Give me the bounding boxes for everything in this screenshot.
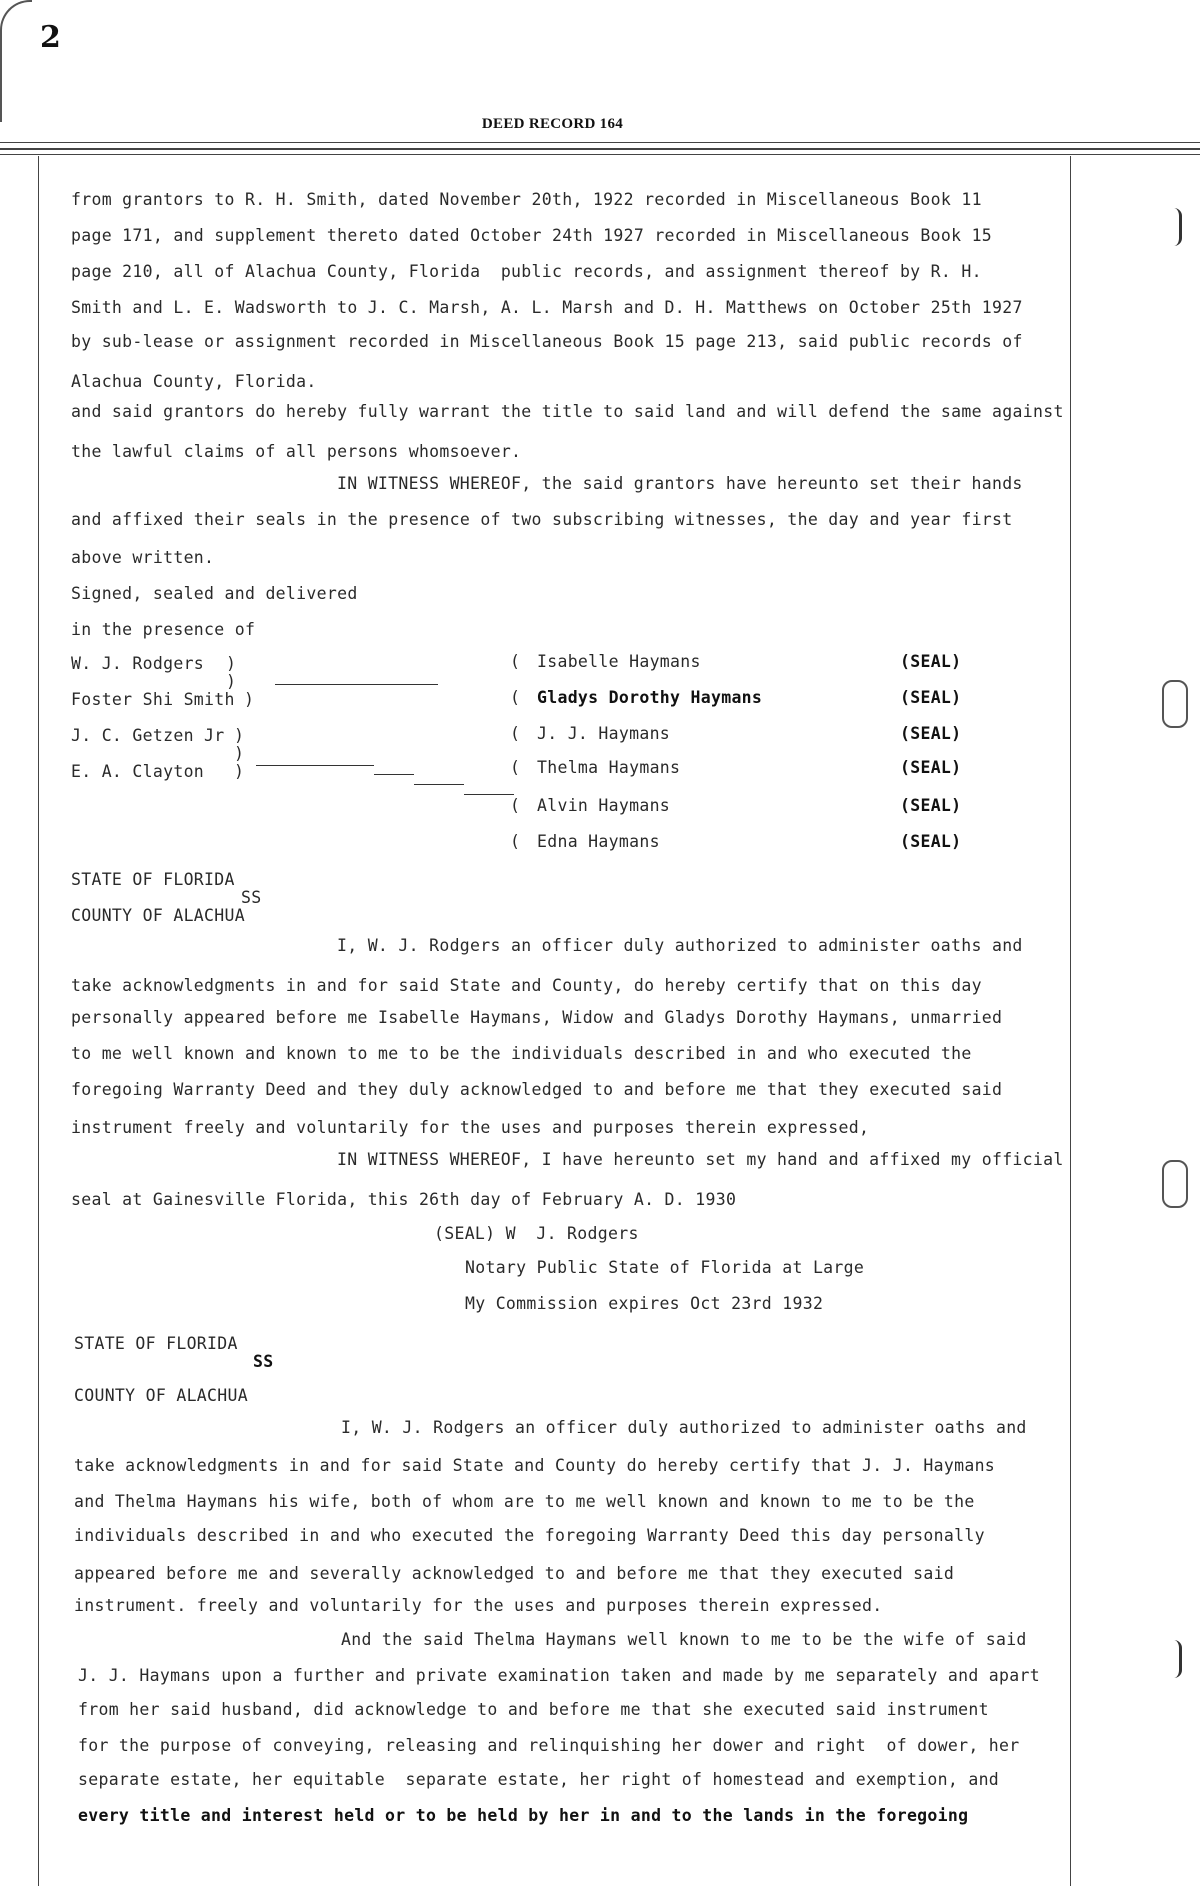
seal-label: (SEAL) [900,796,962,815]
body-line: page 171, and supplement thereto dated October 24th 1927 recorded in Miscellaneous Book 15 [71,226,993,245]
venue-state: STATE OF FLORIDA [74,1334,238,1353]
body-line: take acknowledgments in and for said State and County, do hereby certify that on this day [71,976,982,995]
bracket: ( [510,652,520,671]
header-rule-middle [0,148,1200,150]
body-line: IN WITNESS WHEREOF, the said grantors have hereunto set their hands [337,474,1023,493]
body-line: seal at Gainesville Florida, this 26th day of February A. D. 1930 [71,1190,737,1209]
signature-rule [374,774,414,775]
venue-county: COUNTY OF ALACHUA [74,1386,248,1405]
signed-line: Signed, sealed and delivered [71,584,358,603]
witness-name: J. C. Getzen Jr [71,726,225,745]
left-margin-line [38,156,39,1886]
signature-rule [464,794,514,795]
seal-label: (SEAL) [900,688,962,707]
venue-state: STATE OF FLORIDA [71,870,235,889]
page-title: DEED RECORD 164 [481,116,624,132]
body-line: Smith and L. E. Wadsworth to J. C. Marsh, A. L. Marsh and D. H. Matthews on October 25th 1927 [71,298,1023,317]
header-rule-bottom [0,154,1200,155]
signature-rule [275,684,438,685]
body-line: separate estate, her equitable separate estate, her right of homestead and exemption, and [78,1770,1000,1789]
body-line: And the said Thelma Haymans well known to me to be the wife of said [341,1630,1027,1649]
seal-label: (SEAL) [900,758,962,777]
binder-ring-icon [1169,208,1182,246]
grantor-name: Thelma Haymans [537,758,681,777]
bracket: ( [510,796,520,815]
signature-rule [256,765,374,766]
seal-label: (SEAL) [900,652,962,671]
witness-name: Foster Shi Smith [71,690,235,709]
body-line: and Thelma Haymans his wife, both of whom are to me well known and known to me to be the [74,1492,975,1511]
body-line: IN WITNESS WHEREOF, I have hereunto set my hand and affixed my official [337,1150,1064,1169]
body-line: and said grantors do hereby fully warrant the title to said land and will defend the same against [71,402,1064,421]
body-line: every title and interest held or to be held by her in and to the lands in the foregoing [78,1806,969,1825]
header-rule-top [0,142,1200,143]
signed-line: in the presence of [71,620,256,639]
bracket: ) [234,726,244,745]
body-line: personally appeared before me Isabelle Haymans, Widow and Gladys Dorothy Haymans, unmarried [71,1008,1003,1027]
body-line: I, W. J. Rodgers an officer duly authorized to administer oaths and [337,936,1023,955]
body-line: the lawful claims of all persons whomsoever. [71,442,522,461]
body-line: above written. [71,548,215,567]
body-line: take acknowledgments in and for said State and County do hereby certify that J. J. Haymans [74,1456,996,1475]
body-line: individuals described in and who executed the foregoing Warranty Deed this day personally [74,1526,985,1545]
bracket: ) [226,654,236,673]
body-line: page 210, all of Alachua County, Florida public records, and assignment thereof by R. H. [71,262,982,281]
bracket: ( [510,832,520,851]
body-line: I, W. J. Rodgers an officer duly authorized to administer oaths and [341,1418,1027,1437]
page-corner-curl [0,0,32,122]
grantor-name: Isabelle Haymans [537,652,701,671]
venue-ss: SS [253,1352,274,1371]
body-line: appeared before me and severally acknowledged to and before me that they executed said [74,1564,955,1583]
body-line: foregoing Warranty Deed and they duly acknowledged to and before me that they executed said [71,1080,1003,1099]
right-margin-line [1070,156,1071,1886]
binder-ring-icon [1162,1160,1188,1208]
grantor-name: J. J. Haymans [537,724,671,743]
notary-signature: (SEAL) W J. Rodgers [434,1224,639,1243]
body-line: from her said husband, did acknowledge to and before me that she executed said instrument [78,1700,989,1719]
bracket: ( [510,688,520,707]
body-line: instrument. freely and voluntarily for the uses and purposes therein expressed. [74,1596,883,1615]
notary-commission: My Commission expires Oct 23rd 1932 [465,1294,824,1313]
bracket: ) [234,744,244,763]
seal-label: (SEAL) [900,724,962,743]
bracket: ) [234,762,244,781]
grantor-name: Gladys Dorothy Haymans [537,688,763,707]
notary-title: Notary Public State of Florida at Large [465,1258,865,1277]
witness-name: E. A. Clayton [71,762,205,781]
grantor-name: Edna Haymans [537,832,660,851]
binder-ring-icon [1169,1640,1182,1678]
bracket: ) [244,690,254,709]
body-line: for the purpose of conveying, releasing and relinquishing her dower and right of dower, her [78,1736,1020,1755]
body-line: instrument freely and voluntarily for the uses and purposes therein expressed, [71,1118,870,1137]
binder-ring-icon [1162,680,1188,728]
body-line: by sub-lease or assignment recorded in Miscellaneous Book 15 page 213, said public records of [71,332,1023,351]
page-number: 2 [40,20,61,55]
body-line: to me well known and known to me to be the individuals described in and who executed the [71,1044,972,1063]
venue-ss: SS [241,888,262,907]
bracket: ( [510,758,520,777]
signature-rule [414,784,464,785]
body-line: from grantors to R. H. Smith, dated November 20th, 1922 recorded in Miscellaneous Book 11 [71,190,982,209]
seal-label: (SEAL) [900,832,962,851]
bracket: ( [510,724,520,743]
grantor-name: Alvin Haymans [537,796,671,815]
body-line: J. J. Haymans upon a further and private examination taken and made by me separately and apart [78,1666,1040,1685]
body-line: Alachua County, Florida. [71,372,317,391]
venue-county: COUNTY OF ALACHUA [71,906,245,925]
bracket: ) [226,672,236,691]
body-line: and affixed their seals in the presence of two subscribing witnesses, the day and year first [71,510,1013,529]
witness-name: W. J. Rodgers [71,654,205,673]
